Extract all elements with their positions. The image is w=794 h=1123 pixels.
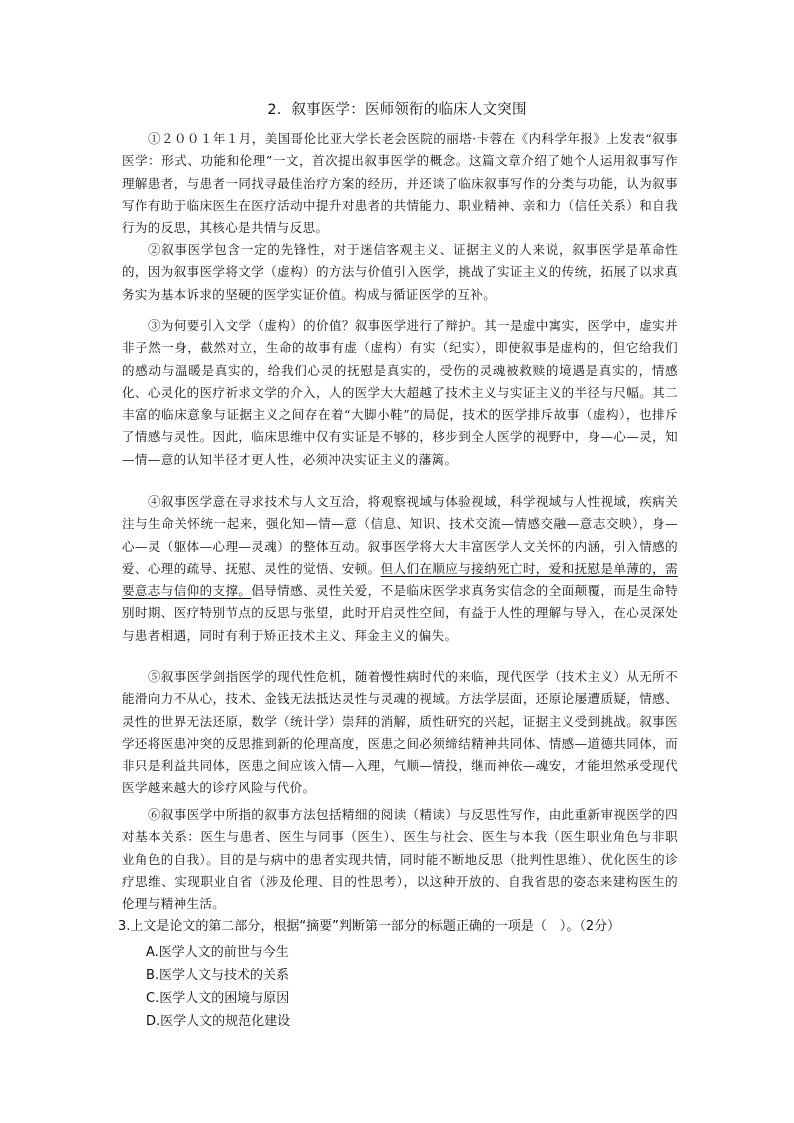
option-b[interactable]: B.医学人文与技术的关系: [146, 968, 290, 983]
underlined-sentence: 但人们在顺应与接纳死亡时，爱和抚慰是单薄的，需要意志与信仰的支撑。: [122, 560, 678, 599]
paragraph-1: ①２００１年１月，美国哥伦比亚大学长老会医院的丽塔·卡蓉在《内科学年报》上发表“叙事医学：形式、功能和伦理”一文，首次提出叙事医学的概念。这篇文章介绍了她个人运用叙事写作理解患者，与患者一同找寻最佳治疗方案的经历，并还谈了临床叙事写作的分类与功能，认为叙事写作有助于临床医生在医疗活动中提升对患者的共情能力、职业精神、亲和力（信任关系）和自我行为的反思，其核心是共情与反思。: [122, 131, 678, 236]
paragraph-4-end: 倡导情感、灵性关爱，不是临床医学求真务实信念的全面颠覆，而是生命特别时期、医疗特别节点的反思与张望，此时开启灵性空间，有益于人性的理解与导入，在心灵深处与患者相遇，同时有利于矫正技术主义、拜金主义的偏失。: [122, 583, 678, 643]
paragraph-3: ③为何要引入文学（虚构）的价值？叙事医学进行了辩护。其一是虚中寓实，医学中，虚实并非子然一身，截然对立，生命的故事有虚（虚构）有实（纪实），即使叙事是虚构的，但它给我们的感动与温暖是真实的，给我们心灵的抚慰是真实的，受伤的灵魂被救赎的境遇是真实的，情感化、心灵化的医疗祈求文学的介入，人的医学大大超越了技术主义与实证主义的半径与尺幅。其二丰富的临床意象与证据主义之间存在着“大脚小鞋”的局促，技术的医学排斥故事（虚构），也排斥了情感与灵性。因此，临床思维中仅有实证是不够的，移步到全人医学的视野中，身—心—灵，知—情—意的认知半径才更人性，必须冲决实证主义的藩篱。: [122, 318, 678, 467]
question-stem: 3.上文是论文的第二部分，根据“摘要”判断第一部分的标题正确的一项是（ ）。（2分）: [118, 919, 621, 934]
paragraph-6: ⑥叙事医学中所指的叙事方法包括精细的阅读（精读）与反思性写作，由此重新审视医学的四对基本关系：医生与患者、医生与同事（医生）、医生与社会、医生与本我（医生职业角色与非职业角色的自我）。目的是与病中的患者实现共情，同时能不断地反思（批判性思维）、优化医生的诊疗思维、实现职业自省（涉及伦理、目的性思考），以这种开放的、自我省思的姿态来建构医生的伦理与精神生活。: [122, 807, 678, 912]
paragraph-2: ②叙事医学包含一定的先锋性，对于迷信客观主义、证据主义的人来说，叙事医学是革命性的，因为叙事医学将文学（虚构）的方法与价值引入医学，挑战了实证主义的传统，拓展了以求真务实为基本诉求的坚硬的医学实证价值。构成与循证医学的互补。: [122, 242, 678, 302]
paragraph-4: [122, 491, 678, 647]
article-title: 2．叙事医学：医师领衔的临床人文突围: [267, 102, 527, 118]
option-a[interactable]: A.医学人文的前世与今生: [146, 945, 289, 960]
paragraph-5: ⑤叙事医学剑指医学的现代性危机，随着慢性病时代的来临，现代医学（技术主义）从无所不能滑向力不从心，技术、金钱无法抵达灵性与灵魂的视域。方法学层面，还原论屡遭质疑，情感、灵性的世界无法还原，数学（统计学）崇拜的消解，质性研究的兴起，证据主义受到挑战。叙事医学还将医患冲突的反思推到新的伦理高度，医患之间必须缔结精神共同体、情感—道德共同体，而非只是利益共同体，医患之间应该入情—入理，气顺—情投，继而神依—魂安，才能坦然承受现代医学越来越大的诊疗风险与代价。: [122, 669, 678, 796]
option-d[interactable]: D.医学人文的规范化建设: [146, 1014, 291, 1029]
paragraph-4-start: ④叙事医学意在寻求技术与人文互洽，将观察视域与体验视域，科学视域与人性视域，疾病关注与生命关怀统一起来，强化知—情—意（信息、知识、技术交流—情感交融—意志交映），身—心—灵（躯体—心理—灵魂）的整体互动。叙事医学将大大丰富医学人文关怀的内涵，引入情感的爱、心理的疏导、抚慰、灵性的觉悟、安顿。: [122, 494, 678, 576]
option-c[interactable]: C.医学人文的困境与原因: [146, 991, 290, 1006]
answer-options: [146, 941, 290, 1033]
